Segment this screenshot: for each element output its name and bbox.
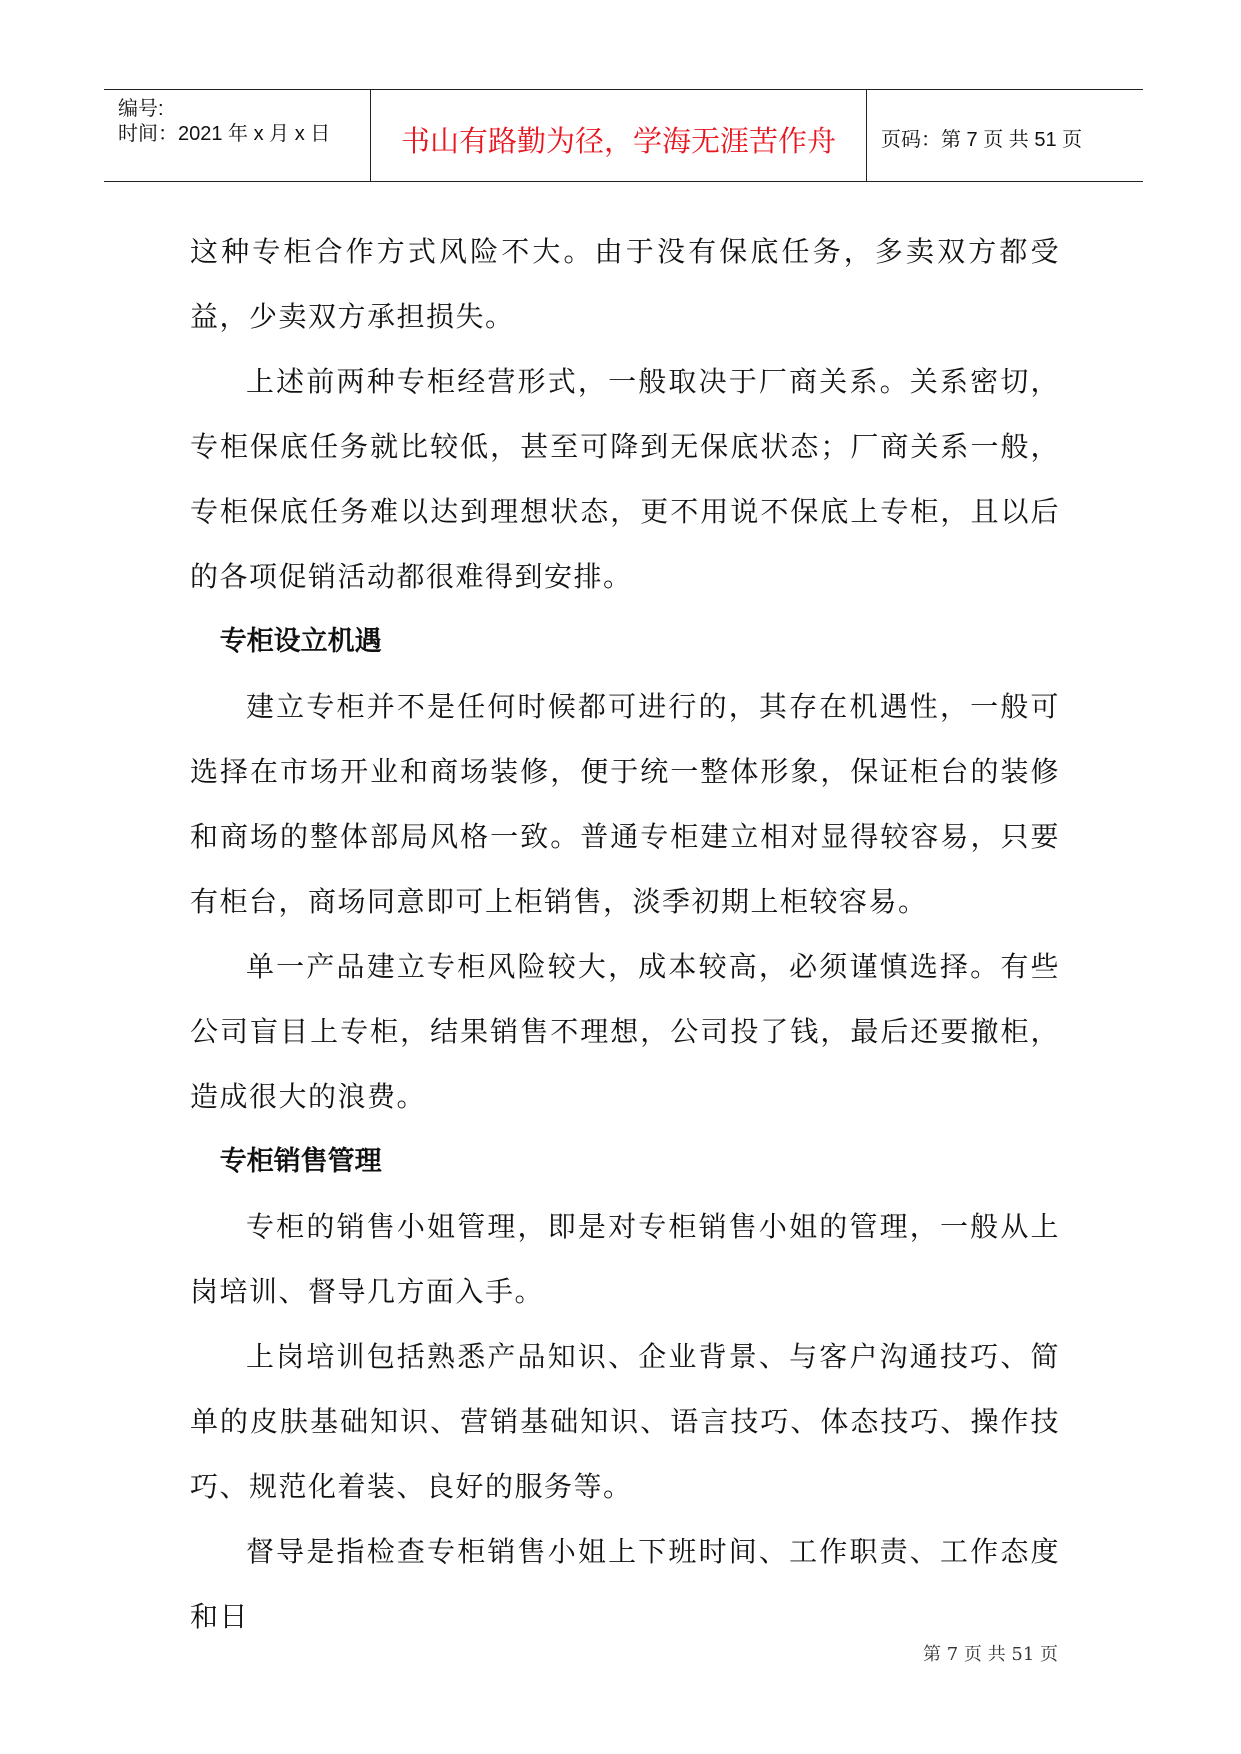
section-heading: 专柜销售管理 (219, 1146, 382, 1177)
header-page-code: 页码：第 7 页 共 51 页 (881, 129, 1083, 151)
paragraph: 单一产品建立专柜风险较大，成本较高，必须谨慎选择。有些公司盲目上专柜，结果销售不理想，公司投了钱，最后还要撤柜，造成很大的浪费。 (190, 950, 1060, 1113)
header-motto: 书山有路勤为径，学海无涯苦作舟 (400, 124, 836, 158)
paragraph: 专柜的销售小姐管理，即是对专柜销售小姐的管理，一般从上岗培训、督导几方面入手。 (190, 1210, 1060, 1308)
paragraph: 建立专柜并不是任何时候都可进行的，其存在机遇性，一般可选择在市场开业和商场装修，便于统一整体形象，保证柜台的装修和商场的整体部局风格一致。普通专柜建立相对显得较容易，只要有柜台，商场同意即可上柜销售，淡季初期上柜较容易。 (190, 690, 1060, 918)
document-body (190, 219, 1060, 1649)
header-motto-cell (371, 90, 867, 181)
paragraph: 这种专柜合作方式风险不大。由于没有保底任务，多卖双方都受益，少卖双方承担损失。 (190, 235, 1060, 333)
header-info-cell (104, 90, 371, 181)
paragraph: 督导是指检查专柜销售小姐上下班时间、工作职责、工作态度和日 (190, 1535, 1060, 1633)
document-header (104, 89, 1143, 182)
document-number-label: 编号: (118, 98, 164, 120)
page-footer: 第 7 页 共 51 页 (923, 1644, 1058, 1665)
header-page-cell (867, 90, 1143, 181)
section-heading: 专柜设立机遇 (219, 626, 382, 657)
paragraph: 上述前两种专柜经营形式，一般取决于厂商关系。关系密切，专柜保底任务就比较低，甚至可降到无保底状态；厂商关系一般，专柜保底任务难以达到理想状态，更不用说不保底上专柜，且以后的各项促销活动都很难得到安排。 (190, 365, 1060, 593)
paragraph: 上岗培训包括熟悉产品知识、企业背景、与客户沟通技巧、简单的皮肤基础知识、营销基础知识、语言技巧、体态技巧、操作技巧、规范化着装、良好的服务等。 (190, 1340, 1060, 1503)
document-time-label: 时间：2021 年 x 月 x 日 (118, 123, 331, 145)
